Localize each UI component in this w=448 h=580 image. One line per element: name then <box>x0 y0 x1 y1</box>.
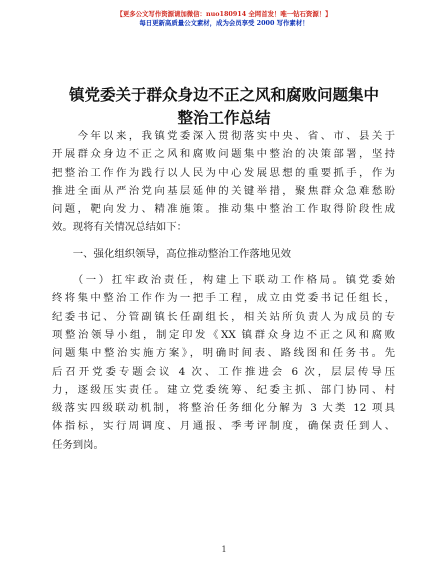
body-line: 体指标，实行周调度、月通报、季考评制度，确保责任到人、 <box>52 420 395 433</box>
body-line: 问题，靶向发力、精准施策。推动集中整治工作取得阶段性成 <box>52 203 395 216</box>
body-line: （一）扛牢政治责任，构建上下联动工作格局。镇党委始 <box>52 274 395 287</box>
title-line-1: 镇党委关于群众身边不正之风和腐败问题集中 <box>68 86 379 104</box>
body-line: 今年以来，我镇党委深入贯彻落实中央、省、市、县关于 <box>52 130 395 142</box>
body-line: 项整治领导小组，制定印发《XX 镇群众身边不正之风和腐败 <box>52 328 395 341</box>
body-line: 把整治工作作为践行以人民为中心发展思想的重要抓手，作为 <box>52 166 395 179</box>
body-line: 开展群众身边不正之风和腐败问题集中整治的决策部署，坚持 <box>52 148 395 161</box>
page-number: 1 <box>221 545 227 554</box>
subsection-paragraph <box>52 271 395 454</box>
promo-line-1: 【更多公文写作资源请加微信：nuo180914 全网首发！唯一钻石资源！】 <box>116 10 332 18</box>
intro-paragraph <box>52 127 395 237</box>
document-title <box>40 84 408 130</box>
title-line-2: 整治工作总结 <box>177 109 271 127</box>
promo-banner <box>0 10 448 28</box>
body-line: 效。现将有关情况总结如下： <box>52 221 188 234</box>
body-line: 纪委书记、分管副镇长任副组长，相关站所负责人为成员的专 <box>52 310 395 323</box>
body-line: 推进全面从严治党向基层延伸的关键举措，聚焦群众急难愁盼 <box>52 184 395 197</box>
document-body <box>52 127 395 454</box>
body-line: 问题集中整治实施方案》，明确时间表、路线图和任务书。先 <box>52 347 395 360</box>
body-line: 终将集中整治工作作为一把手工程，成立由党委书记任组长， <box>52 292 395 305</box>
body-line: 级落实四级联动机制，将整治任务细化分解为 3 大类 12 项具 <box>52 402 395 415</box>
body-line: 后召开党委专题会议 4 次、工作推进会 6 次，层层传导压 <box>52 365 395 378</box>
body-line: 力，逐级压实责任。建立党委统筹、纪委主抓、部门协同、村 <box>52 383 395 396</box>
promo-line-2: 每日更新高质量公文素材，成为会员享受 2000 写作素材！ <box>139 19 309 27</box>
body-line: 任务到岗。 <box>52 438 104 451</box>
section-heading-text: 一、强化组织领导，高位推动整治工作落地见效 <box>52 247 291 260</box>
section-heading <box>52 245 395 263</box>
